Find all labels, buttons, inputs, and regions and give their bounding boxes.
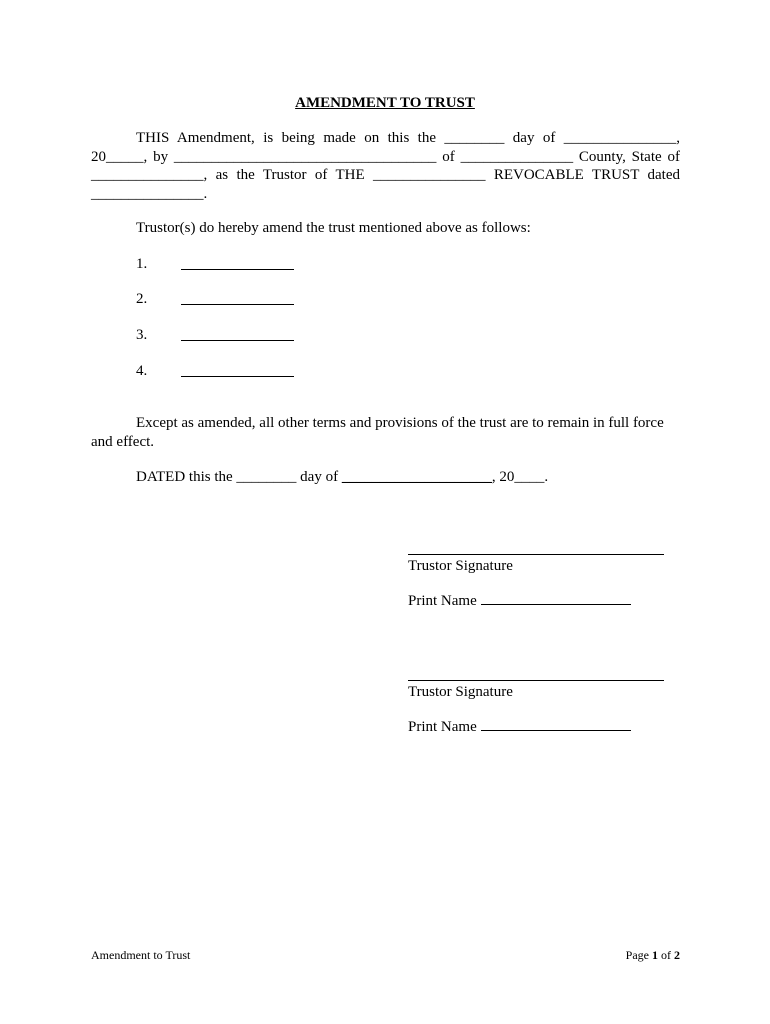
page-prefix: Page [625, 948, 652, 962]
amendment-item [136, 255, 306, 273]
print-name-blank [481, 718, 631, 731]
signature-label: Trustor Signature [408, 558, 513, 574]
print-name-field [408, 718, 631, 736]
page-of: of [658, 948, 674, 962]
amend-statement: Trustor(s) do hereby amend the trust mentioned above as follows: [136, 220, 531, 236]
item-number: 3. [136, 327, 148, 343]
item-blank-line [181, 269, 294, 270]
print-name-blank [481, 592, 631, 605]
page-current: 1 [652, 948, 658, 962]
document-title: AMENDMENT TO TRUST [295, 95, 475, 111]
except-clause: Except as amended, all other terms and provisions of the trust are to remain in full force and effect. [91, 415, 664, 450]
dated-prefix: DATED this the ________ day of [136, 469, 342, 485]
footer-page-number [626, 948, 680, 963]
dated-month-blank: ____________________ [341, 469, 492, 485]
print-name-label: Print Name [408, 593, 477, 609]
amendment-item [136, 290, 306, 308]
intro-paragraph: THIS Amendment, is being made on this the ________ day of _______________, 20_____, by ___________________________________ of _______________ County, State of _______________, as the Trustor of THE _______________ REVOCABLE TRUST dated _______________. [91, 130, 680, 202]
amendment-item [136, 362, 306, 380]
item-number: 4. [136, 363, 148, 379]
print-name-field [408, 592, 631, 610]
page-total: 2 [674, 948, 680, 962]
signature-line [408, 554, 664, 555]
item-number: 2. [136, 291, 148, 307]
item-blank-line [181, 340, 294, 341]
item-blank-line [181, 376, 294, 377]
footer-document-name: Amendment to Trust [91, 948, 191, 962]
dated-suffix: , 20____. [491, 469, 549, 485]
amendment-item [136, 326, 306, 344]
signature-label: Trustor Signature [408, 684, 513, 700]
item-blank-line [181, 304, 294, 305]
item-number: 1. [136, 256, 148, 272]
dated-line [136, 468, 548, 486]
print-name-label: Print Name [408, 719, 477, 735]
signature-line [408, 680, 664, 681]
